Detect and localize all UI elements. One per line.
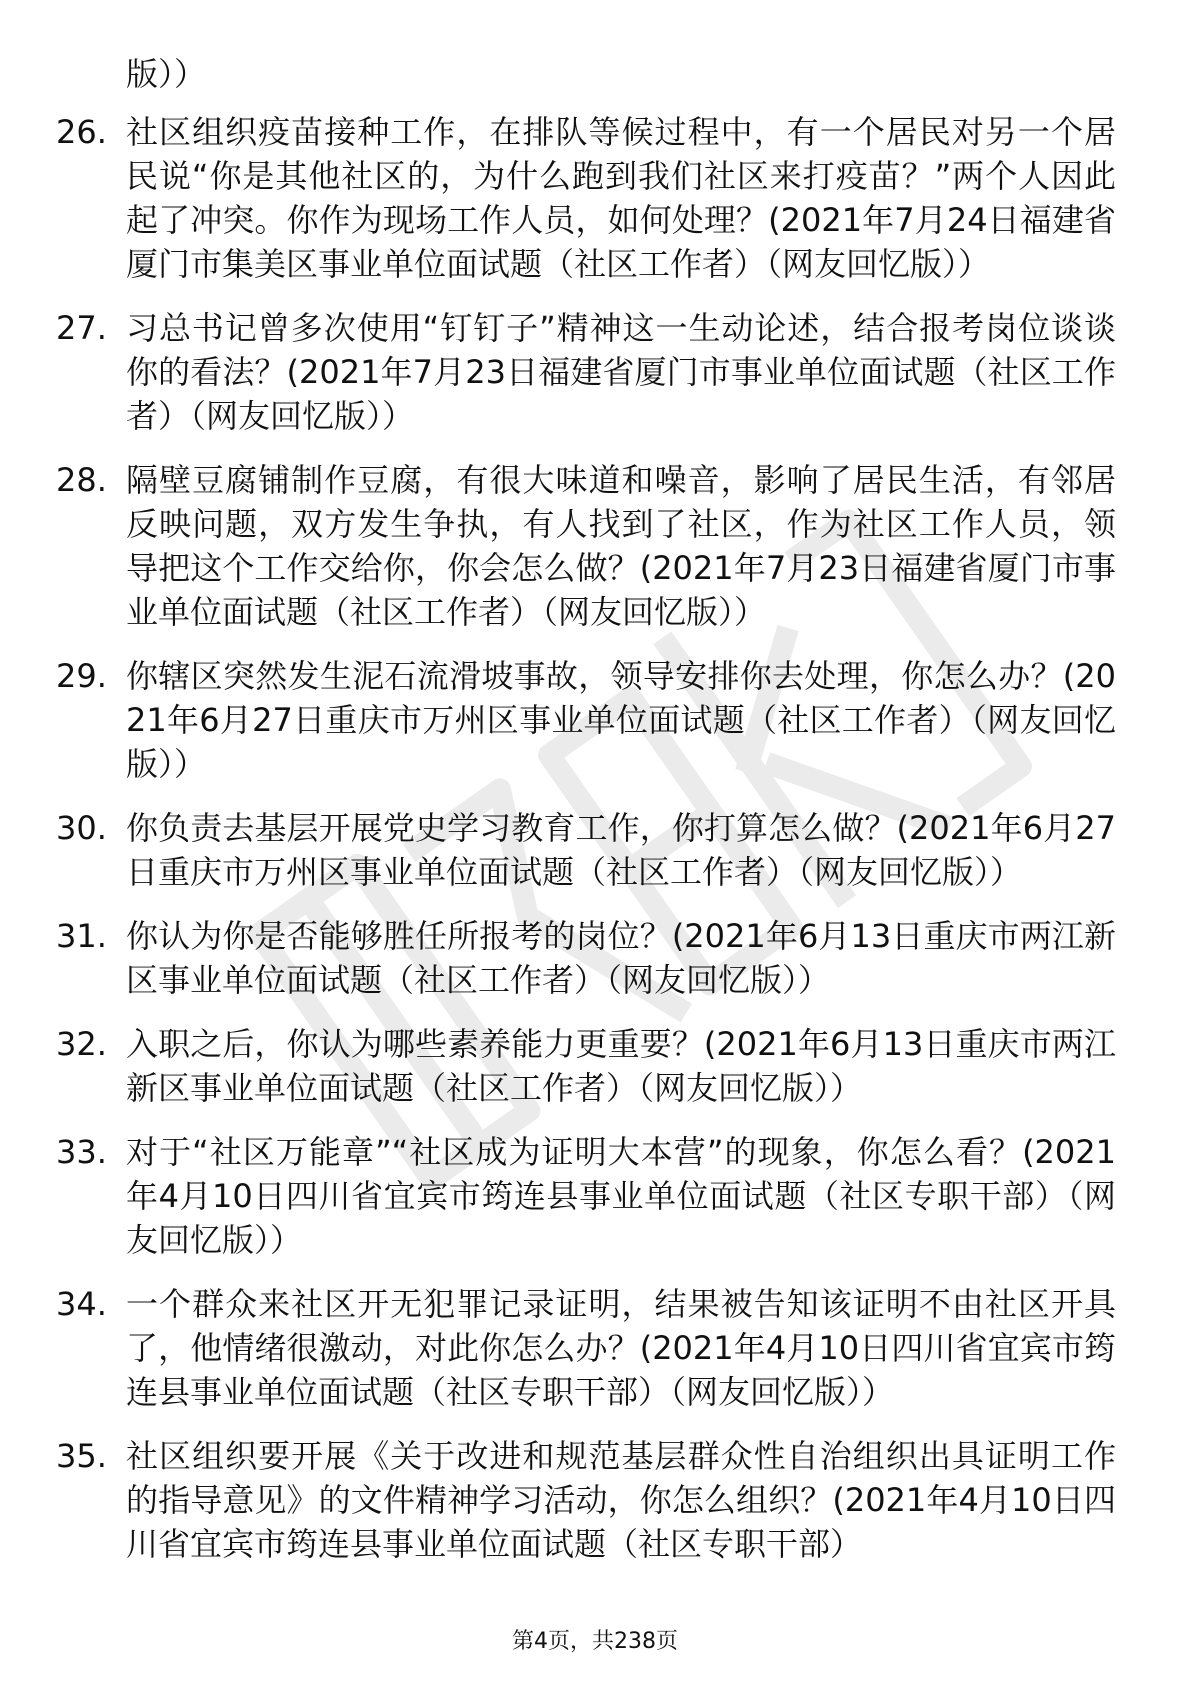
question-text: 社区组织要开展《关于改进和规范基层群众性自治组织出具证明工作的指导意见》的文件精神学习活动，你怎么组织？(2021年4月10日四川省宜宾市筠连县事业单位面试题（社区专职干部） <box>126 1437 1116 1563</box>
question-text: 你负责去基层开展党史学习教育工作，你打算怎么做？(2021年6月27日重庆市万州区事业单位面试题（社区工作者）（网友回忆版）） <box>126 809 1116 891</box>
question-text: 入职之后，你认为哪些素养能力更重要？(2021年6月13日重庆市两江新区事业单位面试题（社区工作者）（网友回忆版）） <box>126 1025 1116 1107</box>
question-item <box>0 306 1190 438</box>
question-item <box>0 458 1190 634</box>
continuation-text: 版）） <box>126 55 207 93</box>
question-item <box>0 1130 1190 1262</box>
question-number: 30. <box>56 809 107 847</box>
question-text: 一个群众来社区开无犯罪记录证明，结果被告知该证明不由社区开具了，他情绪很激动，对此你怎么办？(2021年4月10日四川省宜宾市筠连县事业单位面试题（社区专职干部）（网友回忆版）） <box>126 1285 1116 1411</box>
question-item <box>0 110 1190 286</box>
question-item <box>0 1282 1190 1414</box>
question-list <box>0 110 1190 1586</box>
question-number: 31. <box>56 917 107 955</box>
question-item <box>0 1434 1190 1566</box>
page-footer: 第4页，共238页 <box>512 1629 678 1654</box>
question-item <box>0 1022 1190 1110</box>
question-item <box>0 806 1190 894</box>
question-text: 你认为你是否能够胜任所报考的岗位？(2021年6月13日重庆市两江新区事业单位面试题（社区工作者）（网友回忆版）） <box>126 917 1116 999</box>
question-number: 35. <box>56 1437 107 1475</box>
question-number: 32. <box>56 1025 107 1063</box>
question-item <box>0 914 1190 1002</box>
question-text: 社区组织疫苗接种工作，在排队等候过程中，有一个居民对另一个居民说“你是其他社区的，为什么跑到我们社区来打疫苗？”两个人因此起了冲突。你作为现场工作人员，如何处理？(2021年7月24日福建省厦门市集美区事业单位面试题（社区工作者）（网友回忆版）） <box>126 113 1116 283</box>
question-text: 隔壁豆腐铺制作豆腐，有很大味道和噪音，影响了居民生活，有邻居反映问题，双方发生争执，有人找到了社区，作为社区工作人员，领导把这个工作交给你，你会怎么做？(2021年7月23日福建省厦门市事业单位面试题（社区工作者）（网友回忆版）） <box>126 461 1116 631</box>
question-text: 对于“社区万能章”“社区成为证明大本营”的现象，你怎么看？(2021年4月10日四川省宜宾市筠连县事业单位面试题（社区专职干部）（网友回忆版）） <box>126 1133 1116 1259</box>
question-item <box>0 654 1190 786</box>
question-text: 习总书记曾多次使用“钉钉子”精神这一生动论述，结合报考岗位谈谈你的看法？(2021年7月23日福建省厦门市事业单位面试题（社区工作者）（网友回忆版）） <box>126 309 1116 435</box>
question-number: 34. <box>56 1285 107 1323</box>
question-number: 29. <box>56 657 107 695</box>
question-number: 26. <box>56 113 107 151</box>
question-number: 27. <box>56 309 107 347</box>
question-text: 你辖区突然发生泥石流滑坡事故，领导安排你去处理，你怎么办？(2021年6月27日重庆市万州区事业单位面试题（社区工作者）（网友回忆版）） <box>126 657 1116 783</box>
question-number: 33. <box>56 1133 107 1171</box>
question-number: 28. <box>56 461 107 499</box>
